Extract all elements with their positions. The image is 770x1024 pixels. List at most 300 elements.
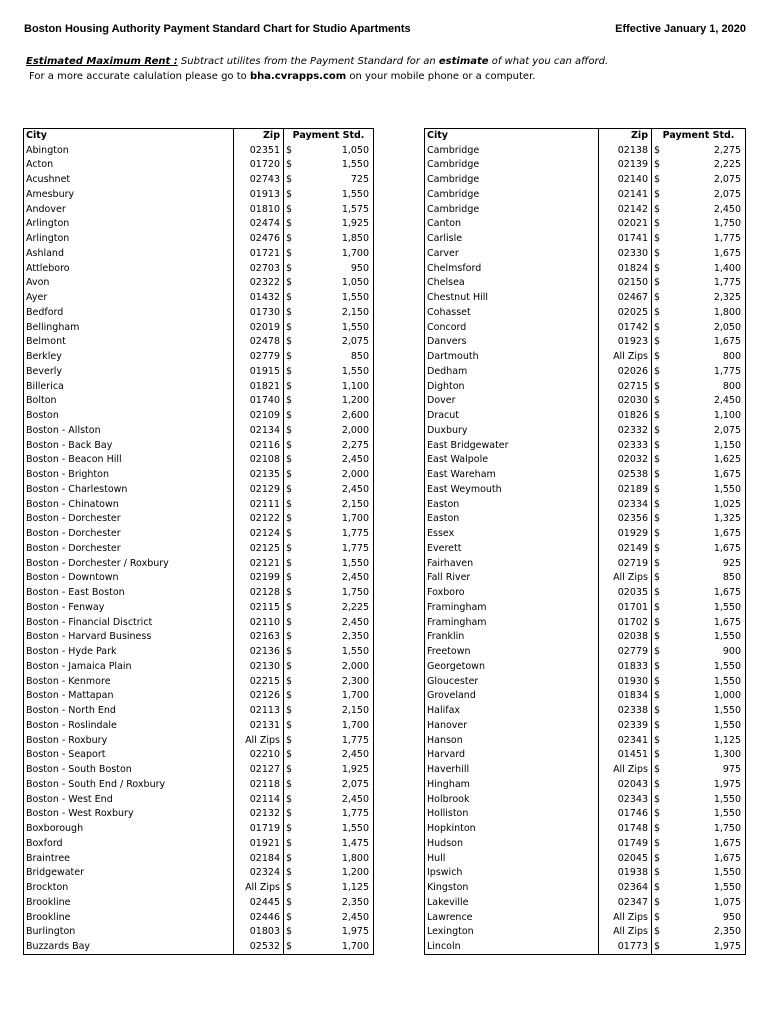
currency-symbol: $ <box>652 910 666 925</box>
table-row <box>425 630 746 645</box>
payment-amount: 1,125 <box>298 881 374 896</box>
payment-amount: 2,600 <box>298 409 374 424</box>
currency-symbol: $ <box>652 188 666 203</box>
currency-symbol: $ <box>284 645 298 660</box>
city-cell: Danvers <box>425 335 599 350</box>
zip-cell: All Zips <box>234 733 284 748</box>
city-cell: Hingham <box>425 778 599 793</box>
zip-cell: 01833 <box>599 660 652 675</box>
currency-symbol: $ <box>652 763 666 778</box>
payment-header: Payment Std. <box>652 129 746 144</box>
zip-cell: 02476 <box>234 232 284 247</box>
zip-cell: 02140 <box>599 173 652 188</box>
currency-symbol: $ <box>652 719 666 734</box>
zip-cell: 02341 <box>599 733 652 748</box>
currency-symbol: $ <box>284 763 298 778</box>
currency-symbol: $ <box>284 291 298 306</box>
city-cell: Boxford <box>24 837 234 852</box>
currency-symbol: $ <box>284 217 298 232</box>
zip-cell: 02038 <box>599 630 652 645</box>
currency-symbol: $ <box>652 586 666 601</box>
table-row <box>24 748 374 763</box>
currency-symbol: $ <box>652 778 666 793</box>
payment-amount: 1,550 <box>298 556 374 571</box>
zip-cell: 01821 <box>234 379 284 394</box>
zip-cell: 02111 <box>234 497 284 512</box>
zip-cell: 02035 <box>599 586 652 601</box>
zip-cell: 02150 <box>599 276 652 291</box>
zip-cell: 02330 <box>599 247 652 262</box>
zip-cell: 02125 <box>234 542 284 557</box>
table-row <box>425 409 746 424</box>
table-row <box>425 792 746 807</box>
currency-symbol: $ <box>284 615 298 630</box>
table-row <box>24 424 374 439</box>
table-row <box>425 763 746 778</box>
payment-amount: 2,450 <box>298 453 374 468</box>
city-cell: Boston - East Boston <box>24 586 234 601</box>
table-row <box>425 438 746 453</box>
zip-cell: 02021 <box>599 217 652 232</box>
payment-amount: 2,450 <box>666 394 746 409</box>
city-cell: Hudson <box>425 837 599 852</box>
zip-cell: 02138 <box>599 143 652 158</box>
payment-amount: 2,325 <box>666 291 746 306</box>
zip-cell: 02135 <box>234 468 284 483</box>
city-cell: Arlington <box>24 217 234 232</box>
zip-cell: 02124 <box>234 527 284 542</box>
city-cell: Braintree <box>24 851 234 866</box>
table-row <box>24 261 374 276</box>
payment-amount: 1,850 <box>298 232 374 247</box>
table-row <box>24 247 374 262</box>
estimate-note-emphasis: estimate <box>438 56 489 67</box>
table-row <box>24 158 374 173</box>
table-row <box>425 601 746 616</box>
currency-symbol: $ <box>652 453 666 468</box>
table-row <box>425 394 746 409</box>
currency-symbol: $ <box>652 660 666 675</box>
city-cell: Boston - Roxbury <box>24 733 234 748</box>
zip-cell: 02532 <box>234 940 284 955</box>
table-row <box>24 807 374 822</box>
table-row <box>425 940 746 955</box>
currency-symbol: $ <box>284 586 298 601</box>
city-cell: Essex <box>425 527 599 542</box>
zip-cell: 01834 <box>599 689 652 704</box>
payment-amount: 2,000 <box>298 660 374 675</box>
zip-cell: All Zips <box>599 925 652 940</box>
table-row <box>24 188 374 203</box>
currency-symbol: $ <box>284 704 298 719</box>
table-row <box>425 158 746 173</box>
currency-symbol: $ <box>652 217 666 232</box>
currency-symbol: $ <box>652 689 666 704</box>
city-cell: Concord <box>425 320 599 335</box>
city-cell: Bedford <box>24 306 234 321</box>
currency-symbol: $ <box>284 335 298 350</box>
currency-symbol: $ <box>284 719 298 734</box>
payment-amount: 1,700 <box>298 940 374 955</box>
zip-cell: 02129 <box>234 483 284 498</box>
table-row <box>24 674 374 689</box>
zip-cell: 02128 <box>234 586 284 601</box>
city-cell: Hull <box>425 851 599 866</box>
estimate-note-text-b: of what you can afford. <box>488 56 609 67</box>
zip-cell: 02715 <box>599 379 652 394</box>
table-row <box>425 497 746 512</box>
city-cell: Beverly <box>24 365 234 380</box>
zip-cell: 02115 <box>234 601 284 616</box>
table-row <box>24 143 374 158</box>
payment-amount: 1,750 <box>298 586 374 601</box>
table-row <box>24 350 374 365</box>
currency-symbol: $ <box>284 232 298 247</box>
currency-symbol: $ <box>284 276 298 291</box>
table-row <box>24 276 374 291</box>
city-cell: Boston - Allston <box>24 424 234 439</box>
zip-cell: 01702 <box>599 615 652 630</box>
currency-symbol: $ <box>284 866 298 881</box>
payment-amount: 800 <box>666 350 746 365</box>
payment-amount: 2,275 <box>298 438 374 453</box>
city-cell: Brookline <box>24 910 234 925</box>
city-cell: East Walpole <box>425 453 599 468</box>
payment-amount: 2,350 <box>298 896 374 911</box>
zip-cell: 01741 <box>599 232 652 247</box>
table-row <box>24 483 374 498</box>
zip-header: Zip <box>234 129 284 144</box>
table-row <box>425 424 746 439</box>
currency-symbol: $ <box>284 556 298 571</box>
currency-symbol: $ <box>652 202 666 217</box>
table-row <box>425 453 746 468</box>
payment-amount: 1,000 <box>666 689 746 704</box>
table-row <box>24 173 374 188</box>
website-note <box>29 71 535 82</box>
currency-symbol: $ <box>652 601 666 616</box>
zip-cell: 01719 <box>234 822 284 837</box>
payment-amount: 1,550 <box>666 807 746 822</box>
table-row <box>24 542 374 557</box>
currency-symbol: $ <box>284 660 298 675</box>
zip-cell: 02356 <box>599 512 652 527</box>
payment-amount: 900 <box>666 645 746 660</box>
zip-cell: 01930 <box>599 674 652 689</box>
payment-amount: 1,775 <box>298 807 374 822</box>
table-row <box>425 689 746 704</box>
table-row <box>24 630 374 645</box>
table-row <box>425 704 746 719</box>
zip-cell: 02116 <box>234 438 284 453</box>
currency-symbol: $ <box>652 571 666 586</box>
currency-symbol: $ <box>284 837 298 852</box>
currency-symbol: $ <box>284 571 298 586</box>
currency-symbol: $ <box>284 733 298 748</box>
table-row <box>425 778 746 793</box>
city-cell: Boston - Kenmore <box>24 674 234 689</box>
zip-cell: 02163 <box>234 630 284 645</box>
currency-symbol: $ <box>284 601 298 616</box>
city-cell: Boston - Dorchester <box>24 527 234 542</box>
payment-amount: 1,550 <box>666 630 746 645</box>
currency-symbol: $ <box>284 896 298 911</box>
currency-symbol: $ <box>284 306 298 321</box>
city-cell: Boston - Fenway <box>24 601 234 616</box>
currency-symbol: $ <box>284 778 298 793</box>
zip-cell: 02210 <box>234 748 284 763</box>
table-row <box>425 202 746 217</box>
table-row <box>24 601 374 616</box>
city-cell: Cambridge <box>425 202 599 217</box>
zip-cell: All Zips <box>599 350 652 365</box>
city-cell: Boston - Mattapan <box>24 689 234 704</box>
currency-symbol: $ <box>652 940 666 955</box>
zip-cell: 01810 <box>234 202 284 217</box>
zip-cell: 02139 <box>599 158 652 173</box>
currency-symbol: $ <box>652 468 666 483</box>
zip-cell: 02199 <box>234 571 284 586</box>
table-row <box>24 365 374 380</box>
city-cell: Dartmouth <box>425 350 599 365</box>
zip-cell: 02478 <box>234 335 284 350</box>
city-header: City <box>425 129 599 144</box>
table-row <box>425 276 746 291</box>
payment-amount: 1,775 <box>298 527 374 542</box>
city-cell: Boston - Dorchester <box>24 512 234 527</box>
payment-amount: 1,975 <box>666 940 746 955</box>
currency-symbol: $ <box>284 851 298 866</box>
currency-symbol: $ <box>652 630 666 645</box>
payment-amount: 2,150 <box>298 306 374 321</box>
payment-amount: 2,450 <box>298 910 374 925</box>
payment-amount: 1,775 <box>666 365 746 380</box>
table-row <box>425 822 746 837</box>
zip-cell: 02351 <box>234 143 284 158</box>
payment-amount: 2,075 <box>298 778 374 793</box>
table-row <box>24 615 374 630</box>
payment-amount: 1,975 <box>298 925 374 940</box>
table-row <box>425 542 746 557</box>
payment-amount: 950 <box>666 910 746 925</box>
city-cell: Georgetown <box>425 660 599 675</box>
zip-cell: All Zips <box>599 910 652 925</box>
payment-amount: 1,925 <box>298 763 374 778</box>
currency-symbol: $ <box>652 276 666 291</box>
currency-symbol: $ <box>652 674 666 689</box>
table-row <box>425 379 746 394</box>
zip-cell: 02189 <box>599 483 652 498</box>
city-cell: Ipswich <box>425 866 599 881</box>
table-row <box>425 320 746 335</box>
zip-cell: 02032 <box>599 453 652 468</box>
city-cell: Haverhill <box>425 763 599 778</box>
table-row <box>24 320 374 335</box>
city-cell: Belmont <box>24 335 234 350</box>
payment-amount: 1,675 <box>666 615 746 630</box>
city-cell: Boston - Jamaica Plain <box>24 660 234 675</box>
city-cell: Cambridge <box>425 158 599 173</box>
payment-amount: 2,350 <box>298 630 374 645</box>
table-row <box>24 763 374 778</box>
table-row <box>24 940 374 955</box>
table-row <box>425 335 746 350</box>
currency-symbol: $ <box>652 837 666 852</box>
currency-symbol: $ <box>652 542 666 557</box>
city-cell: Framingham <box>425 601 599 616</box>
payment-amount: 1,775 <box>666 232 746 247</box>
zip-cell: 02030 <box>599 394 652 409</box>
city-cell: Boston - Hyde Park <box>24 645 234 660</box>
table-row <box>24 778 374 793</box>
table-row <box>425 910 746 925</box>
table-row <box>425 468 746 483</box>
payment-amount: 1,075 <box>666 896 746 911</box>
city-cell: East Wareham <box>425 468 599 483</box>
city-cell: Cambridge <box>425 173 599 188</box>
city-cell: Lexington <box>425 925 599 940</box>
city-cell: Abington <box>24 143 234 158</box>
currency-symbol: $ <box>284 468 298 483</box>
city-cell: Boston - South End / Roxbury <box>24 778 234 793</box>
payment-amount: 1,550 <box>666 660 746 675</box>
payment-header: Payment Std. <box>284 129 374 144</box>
currency-symbol: $ <box>284 453 298 468</box>
city-cell: Billerica <box>24 379 234 394</box>
zip-cell: 02343 <box>599 792 652 807</box>
currency-symbol: $ <box>284 542 298 557</box>
table-row <box>425 350 746 365</box>
table-row <box>425 571 746 586</box>
table-row <box>425 866 746 881</box>
city-cell: Foxboro <box>425 586 599 601</box>
payment-amount: 1,550 <box>298 320 374 335</box>
city-cell: Chestnut Hill <box>425 291 599 306</box>
table-row <box>425 143 746 158</box>
payment-amount: 1,975 <box>666 778 746 793</box>
currency-symbol: $ <box>652 851 666 866</box>
zip-cell: All Zips <box>599 571 652 586</box>
currency-symbol: $ <box>652 881 666 896</box>
city-cell: Bolton <box>24 394 234 409</box>
payment-amount: 725 <box>298 173 374 188</box>
zip-cell: 02779 <box>599 645 652 660</box>
payment-amount: 2,225 <box>666 158 746 173</box>
zip-cell: 02134 <box>234 424 284 439</box>
city-cell: Dighton <box>425 379 599 394</box>
table-row <box>425 586 746 601</box>
payment-amount: 1,550 <box>298 822 374 837</box>
city-cell: Boston - Back Bay <box>24 438 234 453</box>
city-cell: Boston - North End <box>24 704 234 719</box>
city-cell: Cambridge <box>425 143 599 158</box>
table-row <box>24 851 374 866</box>
city-cell: Boston - Roslindale <box>24 719 234 734</box>
zip-cell: 02446 <box>234 910 284 925</box>
zip-cell: 01740 <box>234 394 284 409</box>
table-row <box>425 837 746 852</box>
table-body-left <box>24 143 374 954</box>
table-row <box>24 704 374 719</box>
payment-amount: 2,050 <box>666 320 746 335</box>
payment-amount: 2,000 <box>298 424 374 439</box>
zip-cell: 01773 <box>599 940 652 955</box>
table-body-right <box>425 143 746 954</box>
city-cell: Hanson <box>425 733 599 748</box>
payment-amount: 1,550 <box>666 866 746 881</box>
zip-cell: 02324 <box>234 866 284 881</box>
city-cell: East Weymouth <box>425 483 599 498</box>
currency-symbol: $ <box>284 394 298 409</box>
table-row <box>425 674 746 689</box>
city-cell: Groveland <box>425 689 599 704</box>
payment-amount: 1,150 <box>666 438 746 453</box>
zip-cell: 02333 <box>599 438 652 453</box>
payment-amount: 1,775 <box>298 542 374 557</box>
table-row <box>24 468 374 483</box>
zip-cell: 02026 <box>599 365 652 380</box>
payment-amount: 1,100 <box>666 409 746 424</box>
currency-symbol: $ <box>284 365 298 380</box>
currency-symbol: $ <box>284 188 298 203</box>
zip-cell: 02779 <box>234 350 284 365</box>
currency-symbol: $ <box>284 792 298 807</box>
city-cell: Berkley <box>24 350 234 365</box>
city-cell: Brookline <box>24 896 234 911</box>
payment-amount: 2,350 <box>666 925 746 940</box>
table-row <box>425 556 746 571</box>
zip-cell: 02118 <box>234 778 284 793</box>
currency-symbol: $ <box>284 379 298 394</box>
table-row <box>425 247 746 262</box>
payment-amount: 2,075 <box>666 173 746 188</box>
table-row <box>24 837 374 852</box>
zip-cell: 02025 <box>599 306 652 321</box>
table-row <box>24 217 374 232</box>
currency-symbol: $ <box>652 261 666 276</box>
payment-amount: 1,100 <box>298 379 374 394</box>
city-cell: Chelmsford <box>425 261 599 276</box>
currency-symbol: $ <box>652 807 666 822</box>
city-cell: Boston - West Roxbury <box>24 807 234 822</box>
payment-amount: 1,800 <box>666 306 746 321</box>
payment-amount: 2,075 <box>666 424 746 439</box>
table-row <box>425 483 746 498</box>
zip-cell: 01451 <box>599 748 652 763</box>
city-cell: Amesbury <box>24 188 234 203</box>
currency-symbol: $ <box>652 438 666 453</box>
table-row <box>425 232 746 247</box>
zip-cell: 01938 <box>599 866 652 881</box>
currency-symbol: $ <box>652 645 666 660</box>
zip-cell: 02338 <box>599 704 652 719</box>
table-row <box>425 807 746 822</box>
table-row <box>425 925 746 940</box>
table-row <box>24 896 374 911</box>
table-row <box>24 866 374 881</box>
zip-cell: 02467 <box>599 291 652 306</box>
currency-symbol: $ <box>284 689 298 704</box>
payment-amount: 1,550 <box>666 601 746 616</box>
effective-date: Effective January 1, 2020 <box>615 23 746 35</box>
currency-symbol: $ <box>284 350 298 365</box>
payment-amount: 1,675 <box>666 837 746 852</box>
currency-symbol: $ <box>284 320 298 335</box>
payment-amount: 2,075 <box>666 188 746 203</box>
payment-amount: 925 <box>666 556 746 571</box>
city-cell: Chelsea <box>425 276 599 291</box>
payment-amount: 1,125 <box>666 733 746 748</box>
